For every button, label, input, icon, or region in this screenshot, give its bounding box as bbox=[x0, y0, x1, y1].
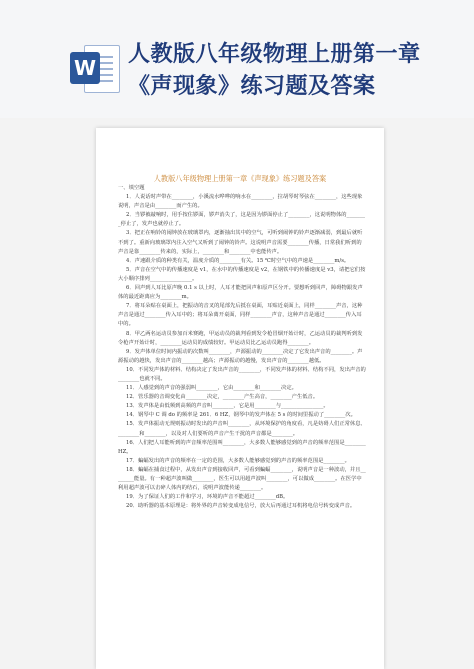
question-item: 18．蝙蝠在捕食过程中，从发出声音到接收回声，可看到蝙蝠________，说明声音是一种波动，并且________能量。有一种超声波叫做________，医生可以用超声波叫________，可以做成________。在医学中利用超声波可以击碎人体内的结石，说明声波能传递________。 bbox=[118, 466, 366, 492]
question-item: 9．发声体单位时间内振动的次数叫________，声源振动的________决定了它发出声音的________。声源振动的越快，发出声音的________越高；声源振动的越慢，发出声音的________越低。 bbox=[118, 348, 363, 364]
hero-title-line2: 《声现象》练习题及答案 bbox=[128, 73, 376, 99]
question-item: 20．助听器的基本原理是：将外界的声音转变成电信号，放大后再通过耳机将电信号转变成声音。 bbox=[126, 503, 356, 510]
word-badge: W bbox=[70, 52, 100, 84]
question-item: 8．甲乙两名运动员参加百米赛跑，甲运动员的裁判看到发令枪冒烟开始计时，乙运动员的裁判听到发令枪声开始计时，________运动员的成绩较好。甲运动员比乙运动员跑得________。 bbox=[118, 330, 363, 346]
question-item: 4．声速跟介质的种类有关，温度介质的________有关。15 ℃时空气中的声速是________m/s。 bbox=[126, 257, 350, 264]
question-item: 10．不同发声体的材料、结构决定了发出声音的________，不同发声体的材料、结构不同，发出声音的________也就不同。 bbox=[118, 366, 366, 382]
question-item: 7．将耳朵贴在桌面上，把振动的音叉的尾部先后抵在桌面，耳贴近桌面上，同样________声音，这种声音是通过________传入耳中的；将耳朵离开桌面，同样________声音，这种声音是通过________传入耳中的。 bbox=[118, 303, 363, 328]
question-item: 13．发声体是由低频到高频的声音叫________，它是用________与________________。 bbox=[126, 403, 329, 410]
document-title: 人教版八年级物理上册第一章《声现象》练习题及答案 bbox=[153, 174, 327, 183]
question-list bbox=[118, 193, 366, 511]
hero-title bbox=[128, 38, 468, 102]
question-item: 15．发声体振动无规则振动时发出的声音叫________，从环境保护的角度看，凡是妨碍人们正常休息、________和________，以及对人们要听的声音产生干扰的声音都是________。 bbox=[118, 421, 366, 437]
question-item: 3．把正在响铃的闹钟放在玻璃罩内，逐渐抽出其中的空气，可听到闹钟的铃声逐渐减弱，到最后就听不到了。重新向玻璃罩内注入空气又听到了闹钟的铃声。这说明声音需要________传播，日常我们听到的声音是靠________传来的，实际上，________和________中也能传声。 bbox=[118, 230, 363, 255]
document-page bbox=[96, 128, 384, 669]
question-item: 5．声音在空气中的传播速度是 v1，在水中的传播速度是 v2，在钢铁中的传播速度是 v3，请把它们按大小顺序排列________________。 bbox=[118, 266, 366, 282]
question-item: 1．人说话时声带在________，小溪流水哗哗的响水在________，拉胡琴时琴弦在________，这些现象说明，声音是由________而产生的。 bbox=[118, 194, 363, 210]
question-item: 12．管乐器的音调变化由________决定，________产生高音，________产生低音。 bbox=[126, 394, 319, 401]
word-document-icon bbox=[70, 42, 120, 94]
document-body bbox=[96, 184, 384, 511]
question-item: 17．蝙蝠发出的声音的频率在一定的范围，大多数人能够感觉到的声音的频率范围是________。 bbox=[126, 457, 350, 464]
question-item: 2．当锣被敲响时，用手按住锣面，锣声消失了，这是因为锣面停止了________，这说明物体的________停止了，发声也就停止了。 bbox=[118, 212, 366, 228]
question-item: 14．钢琴中 C 调 do 的频率是 261．6 HZ，钢琴中的发声体在 5 s 的时间里振动了________次。 bbox=[126, 412, 356, 419]
hero-title-line1: 人教版八年级物理上册第一章 bbox=[128, 41, 421, 67]
section-heading: 一、填空题 bbox=[118, 185, 145, 191]
question-item: 16．人们把人耳能听到的声音频率范围叫________，大多数人能够感觉到的声音的频率范围是________HZ。 bbox=[118, 439, 366, 455]
question-item: 6．回声到人耳比原声晚 0.1 s 以上时，人耳才能把回声和原声区分开。要想听到回声，障碍物跟发声体的最近距离应为________m。 bbox=[118, 285, 363, 301]
question-item: 11．人感觉到的声音的强弱叫________，它由________和________决定。 bbox=[126, 385, 297, 392]
hero-banner bbox=[0, 0, 474, 118]
question-item: 19．为了保证人们的工作和学习，环境的声音不能超过________dB。 bbox=[126, 494, 289, 501]
